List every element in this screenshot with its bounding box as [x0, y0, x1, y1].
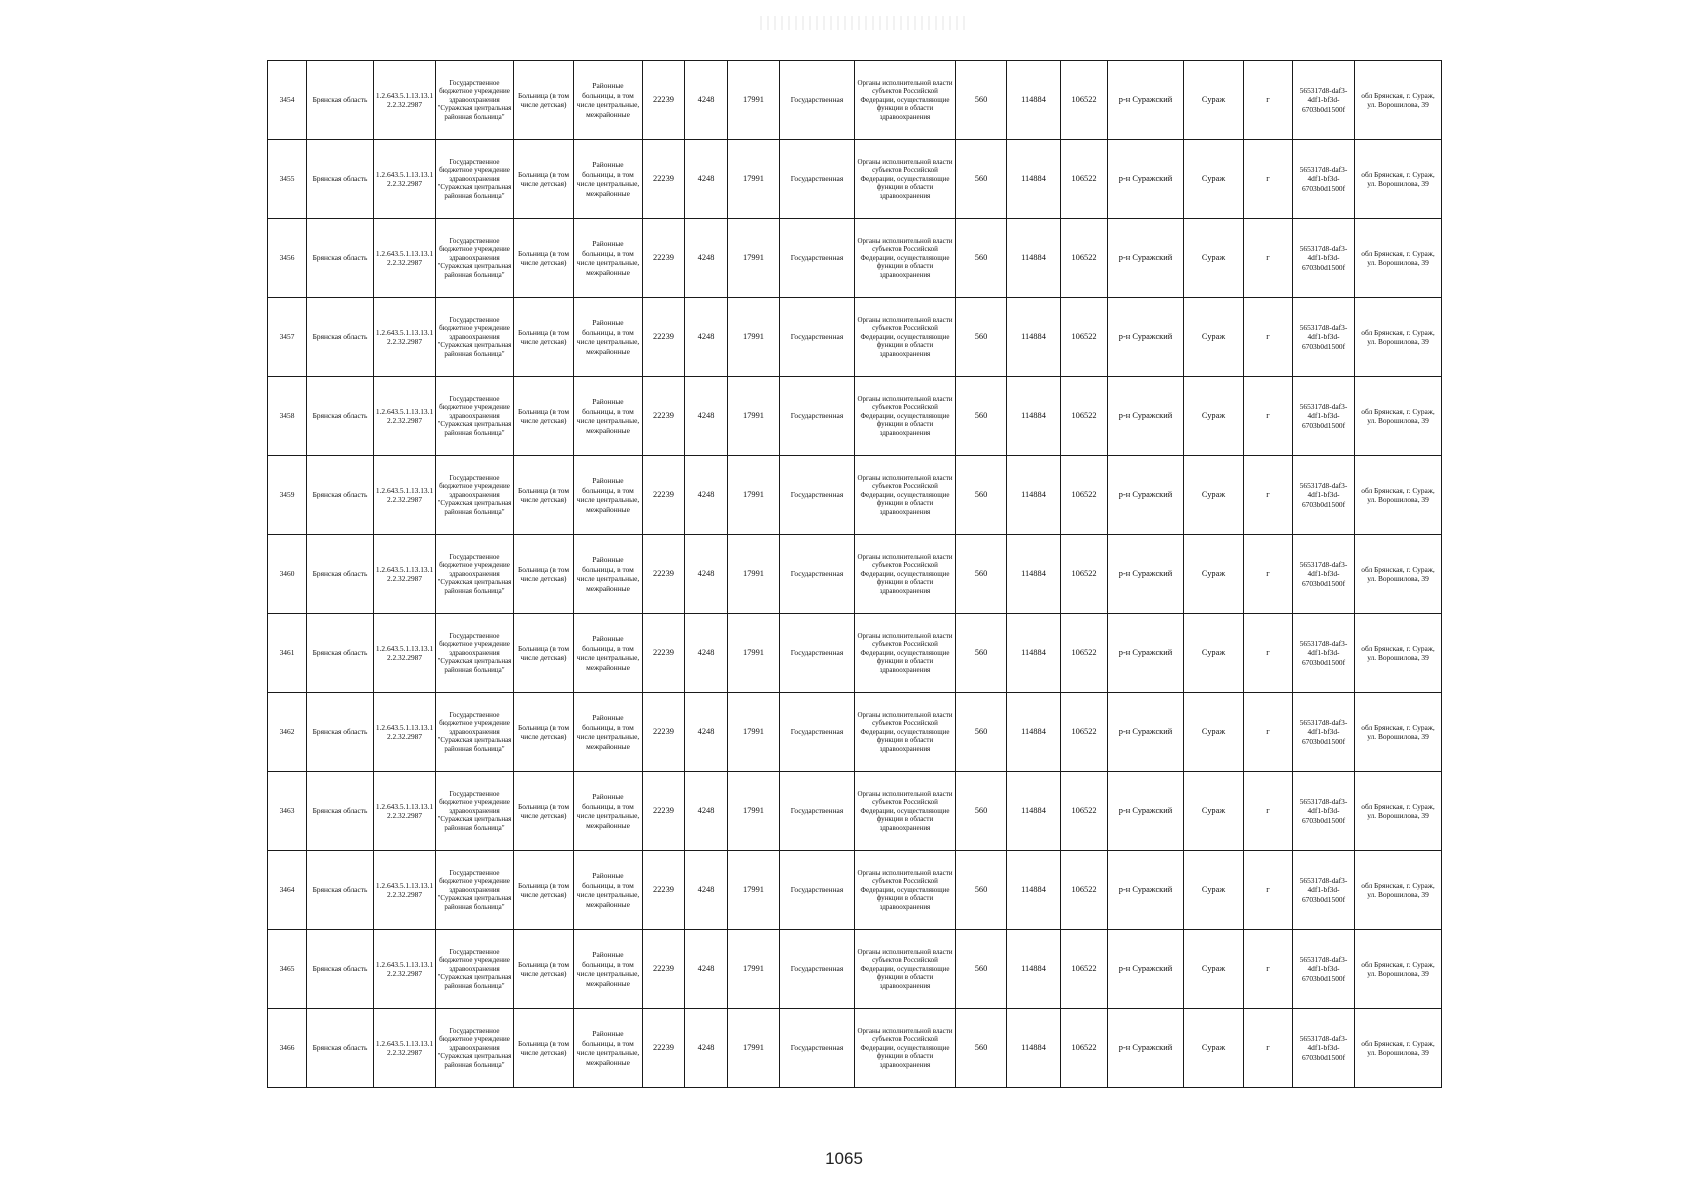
value-3-cell: 17991: [728, 772, 780, 851]
district-cell: р-н Суражский: [1108, 1009, 1184, 1088]
region-cell: Брянская область: [307, 851, 374, 930]
city-type-cell: г: [1244, 1009, 1293, 1088]
org-code-cell: 1.2.643.5.1.13.13.12.2.32.2987: [374, 61, 436, 140]
district-cell: р-н Суражский: [1108, 772, 1184, 851]
org-code-cell: 1.2.643.5.1.13.13.12.2.32.2987: [374, 614, 436, 693]
value-3-cell: 17991: [728, 456, 780, 535]
ownership-cell: Государственная: [780, 535, 855, 614]
table-row: [268, 851, 1442, 930]
guid-cell: 565317d8-daf3-4df1-bf3d-6703b0d1500f: [1293, 614, 1355, 693]
guid-cell: 565317d8-daf3-4df1-bf3d-6703b0d1500f: [1293, 456, 1355, 535]
value-2-cell: 4248: [685, 614, 728, 693]
org-name-cell: Государственное бюджетное учреждение здравоохранения "Суражская центральная районная больница": [436, 1009, 514, 1088]
facility-type-cell: Больница (в том числе детская): [514, 535, 574, 614]
city-cell: Сураж: [1184, 219, 1244, 298]
address-cell: обл Брянская, г. Сураж, ул. Ворошилова, 39: [1355, 61, 1442, 140]
city-cell: Сураж: [1184, 140, 1244, 219]
facility-subtype-cell: Районные больницы, в том числе центральные, межрайонные: [574, 930, 643, 1009]
facility-type-cell: Больница (в том числе детская): [514, 614, 574, 693]
authority-cell: Органы исполнительной власти субъектов Российской Федерации, осуществляющие функции в области здравоохранения: [855, 61, 956, 140]
row-number-cell: 3460: [268, 535, 307, 614]
address-cell: обл Брянская, г. Сураж, ул. Ворошилова, 39: [1355, 298, 1442, 377]
guid-cell: 565317d8-daf3-4df1-bf3d-6703b0d1500f: [1293, 851, 1355, 930]
region-cell: Брянская область: [307, 456, 374, 535]
org-name-cell: Государственное бюджетное учреждение здравоохранения "Суражская центральная районная больница": [436, 535, 514, 614]
org-name-cell: Государственное бюджетное учреждение здравоохранения "Суражская центральная районная больница": [436, 693, 514, 772]
org-code-cell: 1.2.643.5.1.13.13.12.2.32.2987: [374, 535, 436, 614]
region-cell: Брянская область: [307, 614, 374, 693]
authority-cell: Органы исполнительной власти субъектов Российской Федерации, осуществляющие функции в области здравоохранения: [855, 772, 956, 851]
ownership-cell: Государственная: [780, 219, 855, 298]
facility-type-cell: Больница (в том числе детская): [514, 140, 574, 219]
authority-cell: Органы исполнительной власти субъектов Российской Федерации, осуществляющие функции в области здравоохранения: [855, 456, 956, 535]
guid-cell: 565317d8-daf3-4df1-bf3d-6703b0d1500f: [1293, 61, 1355, 140]
city-cell: Сураж: [1184, 456, 1244, 535]
address-cell: обл Брянская, г. Сураж, ул. Ворошилова, 39: [1355, 614, 1442, 693]
city-type-cell: г: [1244, 693, 1293, 772]
address-cell: обл Брянская, г. Сураж, ул. Ворошилова, 39: [1355, 219, 1442, 298]
address-cell: обл Брянская, г. Сураж, ул. Ворошилова, 39: [1355, 535, 1442, 614]
guid-cell: 565317d8-daf3-4df1-bf3d-6703b0d1500f: [1293, 377, 1355, 456]
address-cell: обл Брянская, г. Сураж, ул. Ворошилова, 39: [1355, 140, 1442, 219]
facility-type-cell: Больница (в том числе детская): [514, 851, 574, 930]
org-code-cell: 1.2.643.5.1.13.13.12.2.32.2987: [374, 140, 436, 219]
value-2-cell: 4248: [685, 930, 728, 1009]
value-1-cell: 22239: [643, 219, 685, 298]
org-code-cell: 1.2.643.5.1.13.13.12.2.32.2987: [374, 1009, 436, 1088]
number-1-cell: 560: [956, 614, 1007, 693]
org-name-cell: Государственное бюджетное учреждение здравоохранения "Суражская центральная районная больница": [436, 61, 514, 140]
city-type-cell: г: [1244, 219, 1293, 298]
table-row: [268, 61, 1442, 140]
address-cell: обл Брянская, г. Сураж, ул. Ворошилова, 39: [1355, 377, 1442, 456]
facility-subtype-cell: Районные больницы, в том числе центральные, межрайонные: [574, 851, 643, 930]
number-3-cell: 106522: [1061, 930, 1108, 1009]
number-3-cell: 106522: [1061, 219, 1108, 298]
city-cell: Сураж: [1184, 298, 1244, 377]
guid-cell: 565317d8-daf3-4df1-bf3d-6703b0d1500f: [1293, 140, 1355, 219]
number-1-cell: 560: [956, 140, 1007, 219]
value-3-cell: 17991: [728, 1009, 780, 1088]
district-cell: р-н Суражский: [1108, 140, 1184, 219]
facility-subtype-cell: Районные больницы, в том числе центральные, межрайонные: [574, 1009, 643, 1088]
value-2-cell: 4248: [685, 298, 728, 377]
ownership-cell: Государственная: [780, 772, 855, 851]
region-cell: Брянская область: [307, 377, 374, 456]
value-2-cell: 4248: [685, 772, 728, 851]
scan-artifact: [760, 16, 970, 30]
org-name-cell: Государственное бюджетное учреждение здравоохранения "Суражская центральная районная больница": [436, 219, 514, 298]
table-row: [268, 140, 1442, 219]
ownership-cell: Государственная: [780, 140, 855, 219]
city-type-cell: г: [1244, 535, 1293, 614]
city-type-cell: г: [1244, 930, 1293, 1009]
city-cell: Сураж: [1184, 693, 1244, 772]
authority-cell: Органы исполнительной власти субъектов Российской Федерации, осуществляющие функции в области здравоохранения: [855, 535, 956, 614]
number-1-cell: 560: [956, 377, 1007, 456]
region-cell: Брянская область: [307, 140, 374, 219]
value-2-cell: 4248: [685, 535, 728, 614]
number-3-cell: 106522: [1061, 456, 1108, 535]
facility-type-cell: Больница (в том числе детская): [514, 930, 574, 1009]
value-2-cell: 4248: [685, 61, 728, 140]
facility-type-cell: Больница (в том числе детская): [514, 377, 574, 456]
region-cell: Брянская область: [307, 298, 374, 377]
value-3-cell: 17991: [728, 851, 780, 930]
ownership-cell: Государственная: [780, 298, 855, 377]
value-1-cell: 22239: [643, 930, 685, 1009]
authority-cell: Органы исполнительной власти субъектов Российской Федерации, осуществляющие функции в области здравоохранения: [855, 298, 956, 377]
value-1-cell: 22239: [643, 772, 685, 851]
value-1-cell: 22239: [643, 614, 685, 693]
district-cell: р-н Суражский: [1108, 377, 1184, 456]
org-code-cell: 1.2.643.5.1.13.13.12.2.32.2987: [374, 377, 436, 456]
facility-subtype-cell: Районные больницы, в том числе центральные, межрайонные: [574, 140, 643, 219]
value-3-cell: 17991: [728, 930, 780, 1009]
org-name-cell: Государственное бюджетное учреждение здравоохранения "Суражская центральная районная больница": [436, 772, 514, 851]
address-cell: обл Брянская, г. Сураж, ул. Ворошилова, 39: [1355, 456, 1442, 535]
ownership-cell: Государственная: [780, 614, 855, 693]
city-type-cell: г: [1244, 456, 1293, 535]
value-2-cell: 4248: [685, 456, 728, 535]
row-number-cell: 3464: [268, 851, 307, 930]
guid-cell: 565317d8-daf3-4df1-bf3d-6703b0d1500f: [1293, 772, 1355, 851]
value-2-cell: 4248: [685, 851, 728, 930]
value-2-cell: 4248: [685, 1009, 728, 1088]
city-type-cell: г: [1244, 61, 1293, 140]
number-2-cell: 114884: [1007, 772, 1061, 851]
row-number-cell: 3454: [268, 61, 307, 140]
value-1-cell: 22239: [643, 1009, 685, 1088]
city-cell: Сураж: [1184, 614, 1244, 693]
value-1-cell: 22239: [643, 693, 685, 772]
org-name-cell: Государственное бюджетное учреждение здравоохранения "Суражская центральная районная больница": [436, 930, 514, 1009]
facility-subtype-cell: Районные больницы, в том числе центральные, межрайонные: [574, 772, 643, 851]
region-cell: Брянская область: [307, 61, 374, 140]
facility-type-cell: Больница (в том числе детская): [514, 456, 574, 535]
facility-type-cell: Больница (в том числе детская): [514, 219, 574, 298]
address-cell: обл Брянская, г. Сураж, ул. Ворошилова, 39: [1355, 693, 1442, 772]
org-code-cell: 1.2.643.5.1.13.13.12.2.32.2987: [374, 930, 436, 1009]
authority-cell: Органы исполнительной власти субъектов Российской Федерации, осуществляющие функции в области здравоохранения: [855, 140, 956, 219]
value-1-cell: 22239: [643, 377, 685, 456]
org-name-cell: Государственное бюджетное учреждение здравоохранения "Суражская центральная районная больница": [436, 298, 514, 377]
region-cell: Брянская область: [307, 1009, 374, 1088]
facility-type-cell: Больница (в том числе детская): [514, 61, 574, 140]
number-2-cell: 114884: [1007, 219, 1061, 298]
value-3-cell: 17991: [728, 61, 780, 140]
facility-type-cell: Больница (в том числе детская): [514, 1009, 574, 1088]
authority-cell: Органы исполнительной власти субъектов Российской Федерации, осуществляющие функции в области здравоохранения: [855, 1009, 956, 1088]
org-code-cell: 1.2.643.5.1.13.13.12.2.32.2987: [374, 298, 436, 377]
guid-cell: 565317d8-daf3-4df1-bf3d-6703b0d1500f: [1293, 1009, 1355, 1088]
address-cell: обл Брянская, г. Сураж, ул. Ворошилова, 39: [1355, 772, 1442, 851]
number-1-cell: 560: [956, 219, 1007, 298]
value-1-cell: 22239: [643, 535, 685, 614]
city-type-cell: г: [1244, 140, 1293, 219]
number-1-cell: 560: [956, 61, 1007, 140]
district-cell: р-н Суражский: [1108, 851, 1184, 930]
address-cell: обл Брянская, г. Сураж, ул. Ворошилова, 39: [1355, 930, 1442, 1009]
value-3-cell: 17991: [728, 535, 780, 614]
table-row: [268, 930, 1442, 1009]
facility-type-cell: Больница (в том числе детская): [514, 298, 574, 377]
number-1-cell: 560: [956, 930, 1007, 1009]
city-type-cell: г: [1244, 298, 1293, 377]
value-2-cell: 4248: [685, 140, 728, 219]
table-row: [268, 535, 1442, 614]
value-1-cell: 22239: [643, 140, 685, 219]
org-name-cell: Государственное бюджетное учреждение здравоохранения "Суражская центральная районная больница": [436, 614, 514, 693]
facility-subtype-cell: Районные больницы, в том числе центральные, межрайонные: [574, 377, 643, 456]
row-number-cell: 3466: [268, 1009, 307, 1088]
ownership-cell: Государственная: [780, 61, 855, 140]
ownership-cell: Государственная: [780, 456, 855, 535]
number-2-cell: 114884: [1007, 140, 1061, 219]
number-3-cell: 106522: [1061, 1009, 1108, 1088]
table-row: [268, 298, 1442, 377]
number-2-cell: 114884: [1007, 614, 1061, 693]
org-name-cell: Государственное бюджетное учреждение здравоохранения "Суражская центральная районная больница": [436, 377, 514, 456]
region-cell: Брянская область: [307, 219, 374, 298]
number-3-cell: 106522: [1061, 298, 1108, 377]
row-number-cell: 3457: [268, 298, 307, 377]
district-cell: р-н Суражский: [1108, 930, 1184, 1009]
number-2-cell: 114884: [1007, 693, 1061, 772]
number-2-cell: 114884: [1007, 535, 1061, 614]
region-cell: Брянская область: [307, 930, 374, 1009]
district-cell: р-н Суражский: [1108, 298, 1184, 377]
value-2-cell: 4248: [685, 377, 728, 456]
number-2-cell: 114884: [1007, 298, 1061, 377]
city-cell: Сураж: [1184, 535, 1244, 614]
authority-cell: Органы исполнительной власти субъектов Российской Федерации, осуществляющие функции в области здравоохранения: [855, 693, 956, 772]
facility-subtype-cell: Районные больницы, в том числе центральные, межрайонные: [574, 219, 643, 298]
org-name-cell: Государственное бюджетное учреждение здравоохранения "Суражская центральная районная больница": [436, 851, 514, 930]
value-3-cell: 17991: [728, 219, 780, 298]
city-cell: Сураж: [1184, 930, 1244, 1009]
table-row: [268, 377, 1442, 456]
value-1-cell: 22239: [643, 61, 685, 140]
number-2-cell: 114884: [1007, 1009, 1061, 1088]
number-3-cell: 106522: [1061, 614, 1108, 693]
facility-subtype-cell: Районные больницы, в том числе центральные, межрайонные: [574, 614, 643, 693]
district-cell: р-н Суражский: [1108, 456, 1184, 535]
facility-subtype-cell: Районные больницы, в том числе центральные, межрайонные: [574, 456, 643, 535]
table-row: [268, 693, 1442, 772]
number-2-cell: 114884: [1007, 377, 1061, 456]
authority-cell: Органы исполнительной власти субъектов Российской Федерации, осуществляющие функции в области здравоохранения: [855, 377, 956, 456]
row-number-cell: 3456: [268, 219, 307, 298]
org-name-cell: Государственное бюджетное учреждение здравоохранения "Суражская центральная районная больница": [436, 456, 514, 535]
region-cell: Брянская область: [307, 772, 374, 851]
city-cell: Сураж: [1184, 772, 1244, 851]
number-3-cell: 106522: [1061, 140, 1108, 219]
value-3-cell: 17991: [728, 614, 780, 693]
number-3-cell: 106522: [1061, 851, 1108, 930]
number-1-cell: 560: [956, 535, 1007, 614]
city-type-cell: г: [1244, 614, 1293, 693]
ownership-cell: Государственная: [780, 377, 855, 456]
value-1-cell: 22239: [643, 456, 685, 535]
row-number-cell: 3455: [268, 140, 307, 219]
district-cell: р-н Суражский: [1108, 219, 1184, 298]
guid-cell: 565317d8-daf3-4df1-bf3d-6703b0d1500f: [1293, 693, 1355, 772]
org-code-cell: 1.2.643.5.1.13.13.12.2.32.2987: [374, 219, 436, 298]
ownership-cell: Государственная: [780, 930, 855, 1009]
authority-cell: Органы исполнительной власти субъектов Российской Федерации, осуществляющие функции в области здравоохранения: [855, 219, 956, 298]
guid-cell: 565317d8-daf3-4df1-bf3d-6703b0d1500f: [1293, 219, 1355, 298]
facility-subtype-cell: Районные больницы, в том числе центральные, межрайонные: [574, 693, 643, 772]
value-1-cell: 22239: [643, 298, 685, 377]
number-2-cell: 114884: [1007, 851, 1061, 930]
org-code-cell: 1.2.643.5.1.13.13.12.2.32.2987: [374, 772, 436, 851]
row-number-cell: 3461: [268, 614, 307, 693]
city-type-cell: г: [1244, 377, 1293, 456]
table-row: [268, 772, 1442, 851]
number-3-cell: 106522: [1061, 377, 1108, 456]
facility-subtype-cell: Районные больницы, в том числе центральные, межрайонные: [574, 535, 643, 614]
address-cell: обл Брянская, г. Сураж, ул. Ворошилова, 39: [1355, 1009, 1442, 1088]
number-3-cell: 106522: [1061, 61, 1108, 140]
ownership-cell: Государственная: [780, 851, 855, 930]
authority-cell: Органы исполнительной власти субъектов Российской Федерации, осуществляющие функции в области здравоохранения: [855, 614, 956, 693]
city-cell: Сураж: [1184, 851, 1244, 930]
number-1-cell: 560: [956, 298, 1007, 377]
number-1-cell: 560: [956, 1009, 1007, 1088]
page-number: 1065: [825, 1149, 863, 1168]
number-3-cell: 106522: [1061, 772, 1108, 851]
row-number-cell: 3462: [268, 693, 307, 772]
guid-cell: 565317d8-daf3-4df1-bf3d-6703b0d1500f: [1293, 298, 1355, 377]
city-cell: Сураж: [1184, 61, 1244, 140]
city-cell: Сураж: [1184, 1009, 1244, 1088]
org-code-cell: 1.2.643.5.1.13.13.12.2.32.2987: [374, 693, 436, 772]
number-1-cell: 560: [956, 693, 1007, 772]
org-code-cell: 1.2.643.5.1.13.13.12.2.32.2987: [374, 456, 436, 535]
ownership-cell: Государственная: [780, 1009, 855, 1088]
city-type-cell: г: [1244, 851, 1293, 930]
facility-subtype-cell: Районные больницы, в том числе центральные, межрайонные: [574, 61, 643, 140]
region-cell: Брянская область: [307, 693, 374, 772]
number-1-cell: 560: [956, 456, 1007, 535]
district-cell: р-н Суражский: [1108, 535, 1184, 614]
district-cell: р-н Суражский: [1108, 614, 1184, 693]
guid-cell: 565317d8-daf3-4df1-bf3d-6703b0d1500f: [1293, 535, 1355, 614]
number-1-cell: 560: [956, 772, 1007, 851]
row-number-cell: 3463: [268, 772, 307, 851]
district-cell: р-н Суражский: [1108, 693, 1184, 772]
authority-cell: Органы исполнительной власти субъектов Российской Федерации, осуществляющие функции в области здравоохранения: [855, 851, 956, 930]
value-1-cell: 22239: [643, 851, 685, 930]
facility-type-cell: Больница (в том числе детская): [514, 693, 574, 772]
value-2-cell: 4248: [685, 219, 728, 298]
value-3-cell: 17991: [728, 140, 780, 219]
authority-cell: Органы исполнительной власти субъектов Российской Федерации, осуществляющие функции в области здравоохранения: [855, 930, 956, 1009]
number-2-cell: 114884: [1007, 61, 1061, 140]
number-1-cell: 560: [956, 851, 1007, 930]
table-row: [268, 614, 1442, 693]
number-3-cell: 106522: [1061, 535, 1108, 614]
org-name-cell: Государственное бюджетное учреждение здравоохранения "Суражская центральная районная больница": [436, 140, 514, 219]
facility-type-cell: Больница (в том числе детская): [514, 772, 574, 851]
number-3-cell: 106522: [1061, 693, 1108, 772]
row-number-cell: 3465: [268, 930, 307, 1009]
value-3-cell: 17991: [728, 298, 780, 377]
city-type-cell: г: [1244, 772, 1293, 851]
address-cell: обл Брянская, г. Сураж, ул. Ворошилова, 39: [1355, 851, 1442, 930]
table-row: [268, 219, 1442, 298]
row-number-cell: 3458: [268, 377, 307, 456]
org-code-cell: 1.2.643.5.1.13.13.12.2.32.2987: [374, 851, 436, 930]
table-row: [268, 456, 1442, 535]
number-2-cell: 114884: [1007, 930, 1061, 1009]
number-2-cell: 114884: [1007, 456, 1061, 535]
row-number-cell: 3459: [268, 456, 307, 535]
guid-cell: 565317d8-daf3-4df1-bf3d-6703b0d1500f: [1293, 930, 1355, 1009]
facility-subtype-cell: Районные больницы, в том числе центральные, межрайонные: [574, 298, 643, 377]
ownership-cell: Государственная: [780, 693, 855, 772]
region-cell: Брянская область: [307, 535, 374, 614]
value-3-cell: 17991: [728, 377, 780, 456]
district-cell: р-н Суражский: [1108, 61, 1184, 140]
city-cell: Сураж: [1184, 377, 1244, 456]
table-row: [268, 1009, 1442, 1088]
value-2-cell: 4248: [685, 693, 728, 772]
registry-table: [267, 60, 1442, 1088]
value-3-cell: 17991: [728, 693, 780, 772]
